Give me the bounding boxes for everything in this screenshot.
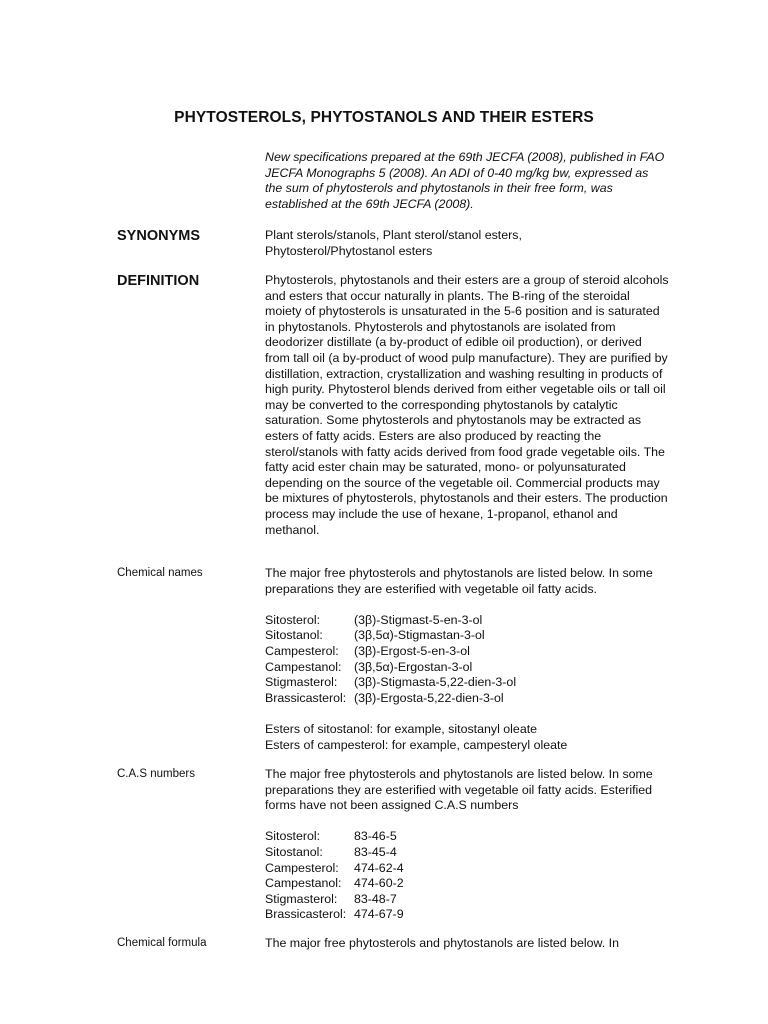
cas-key: Campesterol: xyxy=(265,860,339,875)
chemical-name-key: Sitostanol: xyxy=(265,628,323,643)
cas-row xyxy=(265,861,669,877)
intro-paragraph: New specifications prepared at the 69th JECFA (2008), published in FAO JECFA Monographs 5 (2008). An ADI of 0-40 mg/kg bw, expressed as the sum of phytosterols and phytostanols in their free form, was established at the 69th JECFA (2008). xyxy=(265,150,665,211)
chemical-name-key: Sitosterol: xyxy=(265,612,321,627)
chemical-name-row xyxy=(265,628,669,644)
chemical-formula-label: Chemical formula xyxy=(117,937,207,949)
cas-value: 83-46-5 xyxy=(354,829,397,844)
cas-numbers-label: C.A.S numbers xyxy=(117,768,195,780)
document-title: PHYTOSTEROLS, PHYTOSTANOLS AND THEIR ESTERS xyxy=(174,109,594,126)
cas-value: 474-62-4 xyxy=(354,860,404,875)
chemical-name-value: (3β)-Stigmast-5-en-3-ol xyxy=(354,612,483,627)
chemical-name-key: Campesterol: xyxy=(265,643,339,658)
cas-row xyxy=(265,876,669,892)
cas-key: Stigmasterol: xyxy=(265,891,338,906)
cas-row xyxy=(265,907,669,923)
cas-key: Sitosterol: xyxy=(265,829,321,844)
cas-value: 83-45-4 xyxy=(354,844,397,859)
chemical-formula-intro: The major free phytosterols and phytostanols are listed below. In xyxy=(265,936,620,950)
ester-example: Esters of campesterol: for example, campesteryl oleate xyxy=(265,737,568,752)
synonyms-block xyxy=(265,228,669,259)
chemical-name-value: (3β)-Ergosta-5,22-dien-3-ol xyxy=(354,690,504,705)
cas-numbers-intro: The major free phytosterols and phytostanols are listed below. In some preparations they are esterified with vegetable oil fatty acids. Esterified forms have not been assigned C.A.S numbers xyxy=(265,767,653,813)
cas-numbers-block xyxy=(265,767,669,923)
chemical-names-block xyxy=(265,566,669,753)
cas-key: Sitostanol: xyxy=(265,844,323,859)
chemical-name-row xyxy=(265,675,669,691)
cas-row xyxy=(265,829,669,845)
cas-value: 474-67-9 xyxy=(354,907,404,922)
cas-row xyxy=(265,892,669,908)
cas-row xyxy=(265,845,669,861)
chemical-name-value: (3β,5α)-Ergostan-3-ol xyxy=(354,659,473,674)
chemical-names-label: Chemical names xyxy=(117,567,203,579)
chemical-name-key: Brassicasterol: xyxy=(265,690,347,705)
synonyms-line: Phytosterol/Phytostanol esters xyxy=(265,243,433,258)
chemical-name-value: (3β)-Ergost-5-en-3-ol xyxy=(354,643,470,658)
chemical-name-key: Stigmasterol: xyxy=(265,675,338,690)
chemical-name-key: Campestanol: xyxy=(265,659,342,674)
cas-key: Brassicasterol: xyxy=(265,907,347,922)
definition-label: DEFINITION xyxy=(117,273,200,289)
chemical-name-row xyxy=(265,613,669,629)
cas-value: 474-60-2 xyxy=(354,876,404,891)
cas-key: Campestanol: xyxy=(265,876,342,891)
chemical-name-row xyxy=(265,644,669,660)
cas-value: 83-48-7 xyxy=(354,891,397,906)
synonyms-line: Plant sterols/stanols, Plant sterol/stanol esters, xyxy=(265,228,522,242)
chemical-name-row xyxy=(265,691,669,707)
chemical-names-intro: The major free phytosterols and phytostanols are listed below. In some preparations they are esterified with vegetable oil fatty acids. xyxy=(265,566,653,596)
synonyms-label: SYNONYMS xyxy=(117,228,200,244)
ester-example: Esters of sitostanol: for example, sitostanyl oleate xyxy=(265,721,538,736)
chemical-name-value: (3β)-Stigmasta-5,22-dien-3-ol xyxy=(354,675,517,690)
chemical-name-value: (3β,5α)-Stigmastan-3-ol xyxy=(354,628,485,643)
definition-text: Phytosterols, phytostanols and their esters are a group of steroid alcohols and esters that occur naturally in plants. The B-ring of the steroidal moiety of phytosterols is unsaturated in the 5-6 position and is saturated in phytostanols. Phytosterols and phytostanols are isolated from deodorizer distillate (a by-product of edible oil production), or derived from tall oil (a by-product of wood pulp manufacture). They are purified by distillation, extraction, crystallization and washing resulting in products of high purity. Phytosterol blends derived from either vegetable oils or tall oil may be converted to the corresponding phytostanols by catalytic saturation. Some phytosterols and phytostanols may be extracted as esters of fatty acids. Esters are also produced by reacting the sterol/stanols with fatty acids derived from food grade vegetable oils. The fatty acid ester chain may be saturated, mono- or polyunsaturated depending on the source of the vegetable oil. Commercial products may be mixtures of phytosterols, phytostanols and their esters. The production process may include the use of hexane, 1-propanol, ethanol and methanol. xyxy=(265,273,669,537)
chemical-name-row xyxy=(265,660,669,676)
